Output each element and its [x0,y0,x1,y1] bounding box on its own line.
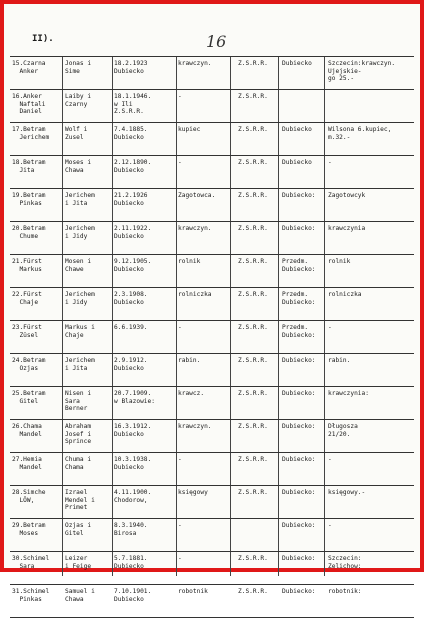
citizenship: Z.S.R.R. [238,225,268,232]
citizenship: Z.S.R.R. [238,324,268,331]
occupation: rolnik [178,258,201,265]
parents-names: Abraham Josef i Sprince [65,423,92,446]
section-header: II). [32,34,54,44]
citizenship: Z.S.R.R. [238,126,268,133]
citizenship: Z.S.R.R. [238,60,268,67]
former-residence: Dubiecko: [282,555,316,562]
handwritten-page-number: 16 [206,32,227,51]
table-row [10,188,414,221]
former-residence: Dubiecko: [282,588,316,595]
record-name: 15.Czarna Anker [12,60,46,75]
parents-names: Nisen i Sara Berner [65,390,92,413]
current-address: księgowy.- [328,489,366,496]
citizenship: Z.S.R.R. [238,423,268,430]
current-address: rabin. [328,357,351,364]
record-name: 17.Betram Jerichem [12,126,50,141]
occupation: Zagotowca. [178,192,216,199]
citizenship: Z.S.R.R. [238,258,268,265]
table-row [10,155,414,188]
table-row [10,386,414,419]
record-name: 16.Anker Naftali Daniel [12,93,46,116]
former-residence: Dubiecko [282,60,312,67]
records-table [10,56,414,618]
occupation: - [178,456,182,463]
birth-date-place: 6.6.1939. [114,324,148,331]
birth-date-place: 2.12.1890. Dubiecko [114,159,152,174]
birth-date-place: 20.7.1909. w Blazowie: [114,390,155,405]
former-residence: Dubiecko: [282,423,316,430]
former-residence: Dubiecko: [282,522,316,529]
occupation: krawczyn. [178,423,212,430]
parents-names: Izrael Mendel i Primet [65,489,95,512]
former-residence: Dubiecko: [282,225,316,232]
former-residence: Przedm. Dubiecko: [282,258,316,273]
former-residence: Dubiecko: [282,456,316,463]
current-address: krawczynia [328,225,366,232]
citizenship: Z.S.R.R. [238,489,268,496]
occupation: kupiec [178,126,201,133]
record-name: 20.Betram Chume [12,225,46,240]
table-row [10,452,414,485]
former-residence: Dubiecko: [282,357,316,364]
occupation: rabin. [178,357,201,364]
birth-date-place: 2.3.1908. Dubiecko [114,291,148,306]
birth-date-place: 4.11.1900. Chodorow, [114,489,152,504]
record-name: 22.Fürst Chaje [12,291,42,306]
birth-date-place: 2.11.1922. Dubiecko [114,225,152,240]
parents-names: Markus i Chaje [65,324,95,339]
birth-date-place: 2.9.1912. Dubiecko [114,357,148,372]
current-address: - [328,159,332,166]
record-name: 24.Betram Ozjas [12,357,46,372]
birth-date-place: 18.2.1923 Dubiecko [114,60,148,75]
occupation: krawcz. [178,390,205,397]
former-residence: Dubiecko: [282,390,316,397]
parents-names: Moses i Chawa [65,159,92,174]
birth-date-place: 5.7.1881. Dubiecko [114,555,148,570]
parents-names: Laiby i Czarny [65,93,92,108]
current-address: Zagotowcyk [328,192,366,199]
occupation: - [178,159,182,166]
occupation: krawczyn. [178,60,212,67]
current-address: - [328,522,332,529]
current-address: krawczynia: [328,390,369,397]
occupation: księgowy [178,489,208,496]
birth-date-place: 21.2.1926 Dubiecko [114,192,148,207]
occupation: krawczyn. [178,225,212,232]
parents-names: Wolf i Zusel [65,126,88,141]
parents-names: Ozjas i Gitel [65,522,92,537]
table-row [10,89,414,122]
table-row [10,254,414,287]
citizenship: Z.S.R.R. [238,456,268,463]
table-row [10,353,414,386]
current-address: Wilsona 6.kupiec, m.32.- [328,126,392,141]
citizenship: Z.S.R.R. [238,192,268,199]
record-name: 19.Betram Pinkas [12,192,46,207]
occupation: - [178,324,182,331]
parents-names: Jerichem i Jidy [65,291,95,306]
parents-names: Mosen i Chawe [65,258,92,273]
record-name: 18.Betram Jita [12,159,46,174]
record-name: 23.Fürst Züsel [12,324,42,339]
occupation: rolniczka [178,291,212,298]
occupation: - [178,93,182,100]
current-address: Szczecin:krawczyn. Ujejskie- go 25.- [328,60,396,83]
current-address: robotnik: [328,588,362,595]
table-row [10,287,414,320]
record-name: 27.Hemia Mandel [12,456,42,471]
current-address: - [328,324,332,331]
occupation: - [178,522,182,529]
record-name: 28.Simche LÖW, [12,489,46,504]
citizenship: Z.S.R.R. [238,390,268,397]
occupation: robotnik [178,588,208,595]
citizenship: Z.S.R.R. [238,555,268,562]
citizenship: Z.S.R.R. [238,159,268,166]
parents-names: Jerichem i Jita [65,357,95,372]
parents-names: Jerichem i Jita [65,192,95,207]
table-row [10,122,414,155]
birth-date-place: 7.4.1885. Dubiecko [114,126,148,141]
record-name: 25.Betram Gitel [12,390,46,405]
birth-date-place: 8.3.1940. Birosa [114,522,148,537]
record-name: 26.Chama Mandel [12,423,42,438]
parents-names: Samuel i Chawa [65,588,95,603]
record-name: 21.Fürst Markus [12,258,42,273]
table-row [10,419,414,452]
former-residence: Dubiecko [282,159,312,166]
birth-date-place: 16.3.1912. Dubiecko [114,423,152,438]
former-residence: Przedm. Dubiecko: [282,324,316,339]
table-row [10,320,414,353]
former-residence: Dubiecko: [282,489,316,496]
current-address: rolniczka [328,291,362,298]
table-row [10,551,414,584]
table-row [10,56,414,89]
record-name: 29.Betram Moses [12,522,46,537]
table-row [10,584,414,618]
parents-names: Jerichem i Jidy [65,225,95,240]
citizenship: Z.S.R.R. [238,93,268,100]
citizenship: Z.S.R.R. [238,588,268,595]
current-address: Szczecin: Zelichow: [328,555,362,570]
parents-names: Leizer i Feige [65,555,92,570]
record-name: 31.Schimel Pinkas [12,588,50,603]
birth-date-place: 9.12.1905. Dubiecko [114,258,152,273]
parents-names: Jonas i Sime [65,60,92,75]
former-residence: Przedm. Dubiecko: [282,291,316,306]
record-name: 30.Schimel Sara [12,555,50,570]
citizenship: Z.S.R.R. [238,357,268,364]
occupation: - [178,555,182,562]
current-address: Długosza 21/20. [328,423,358,438]
table-row [10,518,414,551]
former-residence: Dubiecko: [282,192,316,199]
citizenship: Z.S.R.R. [238,291,268,298]
birth-date-place: 7.10.1901. Dubiecko [114,588,152,603]
parents-names: Chuma i Chama [65,456,92,471]
birth-date-place: 10.3.1938. Dubiecko [114,456,152,471]
table-row [10,221,414,254]
table-row [10,485,414,518]
former-residence: Dubiecko [282,126,312,133]
current-address: - [328,456,332,463]
birth-date-place: 18.1.1946. w Ili Z.S.R.R. [114,93,152,116]
current-address: rolnik [328,258,351,265]
